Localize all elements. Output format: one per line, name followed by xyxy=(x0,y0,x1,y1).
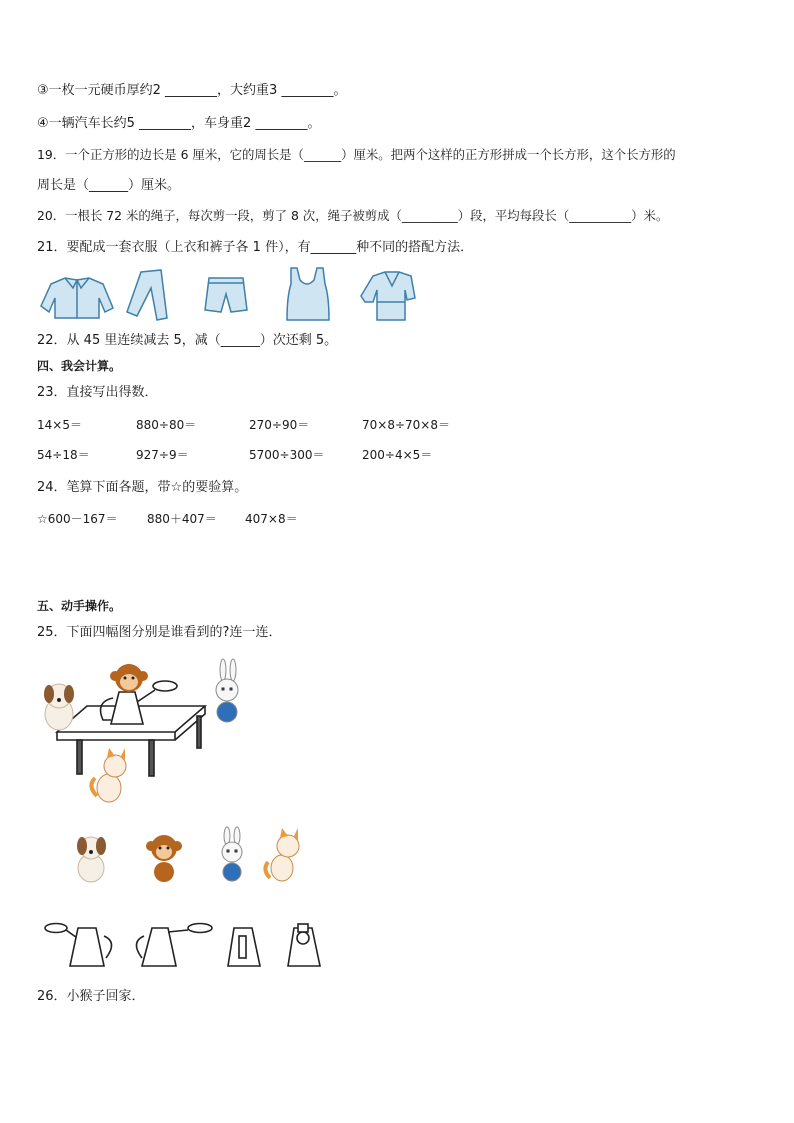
monkey-icon xyxy=(110,664,148,692)
pants-icon xyxy=(127,270,167,320)
dog-icon xyxy=(77,837,106,882)
view-1-icon xyxy=(45,924,112,967)
q26: 26．小猴子回家． xyxy=(37,989,145,1004)
section-5-heading: 五、动手操作。 xyxy=(37,599,122,613)
calc-item: 200÷4×5＝ xyxy=(362,448,433,462)
q21: 21．要配成一套衣服（上衣和裤子各 1 件），有_______种不同的搭配方法． xyxy=(37,240,474,255)
monkey-icon xyxy=(146,835,182,882)
calc-item: 880＋407＝ xyxy=(147,512,217,526)
view-4-icon xyxy=(288,924,320,966)
q18-item4: ④一辆汽车长约5 ________，车身重2 ________。 xyxy=(37,116,321,131)
q18-item3: ③一枚一元硬币厚约2 ________，大约重3 ________。 xyxy=(37,83,347,98)
kettle-views xyxy=(42,918,332,968)
q25: 25．下面四幅图分别是谁看到的?连一连． xyxy=(37,625,282,640)
dog-icon xyxy=(44,684,74,730)
rabbit-icon xyxy=(216,659,238,722)
calc-item: ☆600－167＝ xyxy=(37,512,118,526)
q20: 20．一根长 72 米的绳子，每次剪一段，剪了 8 次，绳子被剪成（_________）段，平均每段长（__________）米。 xyxy=(37,208,669,223)
tank-top-icon xyxy=(287,268,329,320)
calc-item: 14×5＝ xyxy=(37,418,82,432)
view-3-icon xyxy=(228,928,260,966)
q19-line1: 19．一个正方形的边长是 6 厘米，它的周长是（______）厘米。把两个这样的正方形拼成一个长方形，这个长方形的 xyxy=(37,147,676,162)
calc-item: 270÷90＝ xyxy=(249,418,310,432)
clothing-images xyxy=(37,266,417,322)
q19-line2: 周长是（______）厘米。 xyxy=(37,178,181,193)
coat-icon xyxy=(361,272,415,320)
scene-illustration xyxy=(37,658,252,808)
section-4-heading: 四、我会计算。 xyxy=(37,359,122,373)
cat-icon xyxy=(91,748,126,802)
shorts-icon xyxy=(205,278,247,312)
calc-item: 407×8＝ xyxy=(245,512,298,526)
view-2-icon xyxy=(136,924,212,967)
calc-item: 927÷9＝ xyxy=(136,448,189,462)
q24: 24．笔算下面各题，带☆的要验算。 xyxy=(37,480,248,495)
calc-item: 880÷80＝ xyxy=(136,418,197,432)
calc-item: 54÷18＝ xyxy=(37,448,90,462)
cat-icon xyxy=(265,828,299,881)
rabbit-icon xyxy=(222,827,242,881)
animal-row xyxy=(74,828,336,883)
q22: 22．从 45 里连续减去 5，减（______）次还剩 5。 xyxy=(37,333,338,348)
jacket-icon xyxy=(41,278,113,318)
calc-item: 5700÷300＝ xyxy=(249,448,325,462)
calc-item: 70×8÷70×8＝ xyxy=(362,418,450,432)
q23: 23．直接写出得数． xyxy=(37,385,158,400)
